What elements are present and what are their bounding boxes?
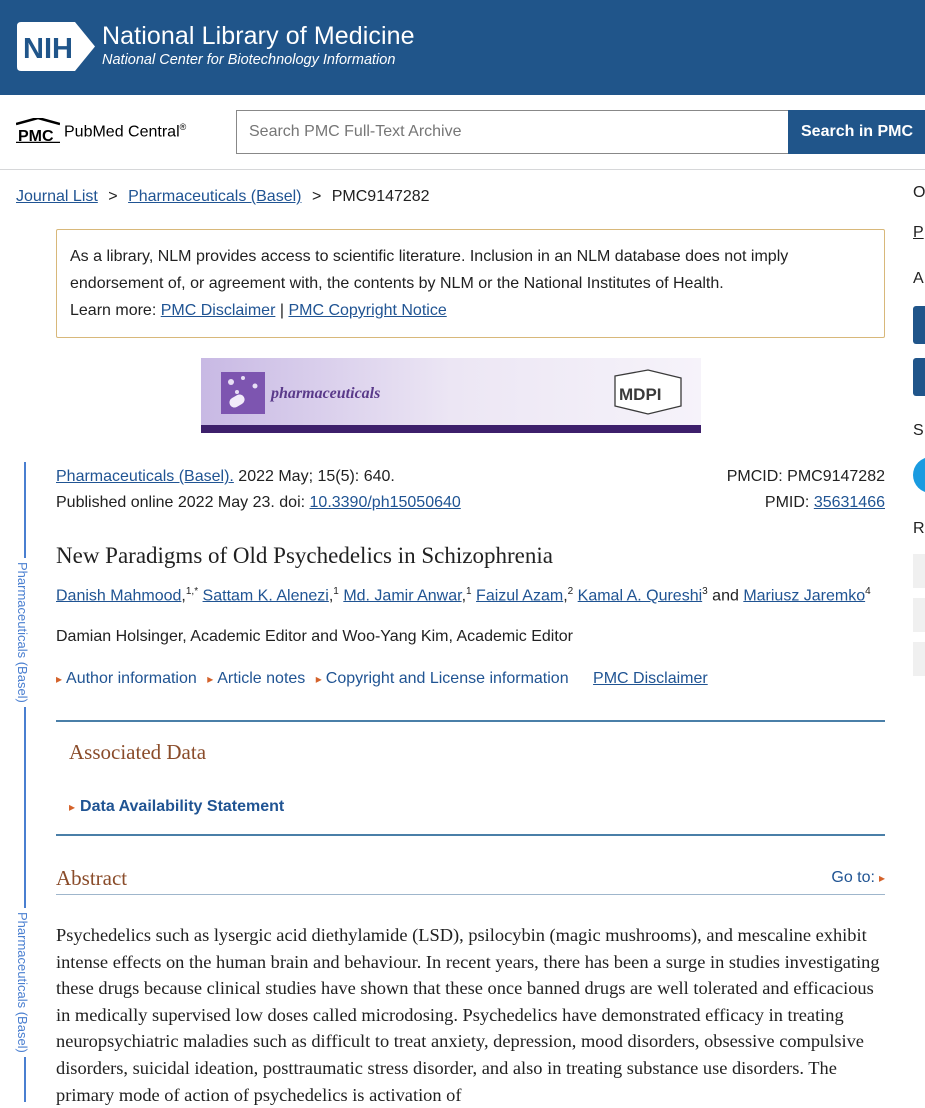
disclaimer-text: As a library, NLM provides access to scientific literature. Inclusion in an NLM database does not imply endorsement of, or agreement with, the contents by NLM or the National Institutes of Health. — [70, 248, 789, 292]
author-list — [56, 586, 871, 605]
article-info-links — [56, 670, 708, 688]
author-link[interactable]: Danish Mahmood — [56, 587, 182, 605]
ncbi-subtitle: National Center for Biotechnology Information — [102, 52, 396, 68]
affiliation-sup: 4 — [865, 586, 871, 597]
triangle-right-icon: ▸ — [207, 672, 214, 686]
triangle-right-icon: ▸ — [69, 800, 76, 814]
pmc-logo[interactable] — [16, 109, 196, 145]
author-link[interactable]: Faizul Azam — [476, 587, 564, 605]
breadcrumb — [16, 188, 430, 206]
breadcrumb-current: PMC9147282 — [331, 188, 430, 205]
pmid-label: PMID: — [764, 494, 810, 511]
sidebar-other-formats-label: O — [913, 184, 925, 201]
affiliation-sup: 2 — [567, 586, 574, 597]
breadcrumb-journal-list[interactable]: Journal List — [16, 188, 98, 205]
author-separator: and — [707, 587, 739, 605]
copyright-license-toggle[interactable]: Copyright and License information — [325, 670, 569, 687]
triangle-right-icon: ▸ — [878, 871, 885, 885]
pmc-copyright-link[interactable]: PMC Copyright Notice — [288, 302, 447, 319]
author-link[interactable]: Mariusz Jaremko — [743, 587, 866, 605]
pharma-pill-icon — [221, 372, 265, 414]
sidebar-resource-item[interactable] — [913, 554, 925, 588]
author-separator: , — [563, 587, 568, 605]
data-availability-label: Data Availability Statement — [80, 798, 285, 815]
side-nav-journal-link[interactable]: Pharmaceuticals (Basel) — [15, 558, 30, 707]
nlm-disclaimer-box — [56, 229, 885, 338]
author-separator: , — [181, 587, 186, 605]
pmc-header — [0, 95, 925, 170]
sidebar-actions-label: A — [913, 270, 924, 287]
mdpi-logo-icon — [615, 370, 681, 414]
share-icon[interactable] — [913, 457, 925, 493]
doi-link[interactable]: 10.3390/ph15050640 — [309, 494, 461, 511]
academic-editors: Damian Holsinger, Academic Editor and Woo-Yang Kim, Academic Editor — [56, 628, 573, 645]
data-availability-toggle[interactable] — [69, 798, 284, 816]
citation-ids — [727, 464, 885, 516]
nlm-title[interactable]: National Library of Medicine — [102, 22, 415, 50]
side-journal-nav — [14, 462, 38, 1102]
article-notes-toggle[interactable]: Article notes — [217, 670, 306, 687]
author-link[interactable]: Md. Jamir Anwar — [343, 587, 462, 605]
pmc-disclaimer-link-2[interactable]: PMC Disclaimer — [593, 670, 708, 687]
associated-data-title: Associated Data — [69, 740, 207, 764]
pmcid: PMCID: PMC9147282 — [726, 468, 885, 485]
affiliation-sup: 1,* — [185, 586, 199, 597]
author-information-toggle[interactable]: Author information — [66, 670, 197, 687]
svg-text:MDPI: MDPI — [619, 385, 662, 404]
author-link[interactable]: Kamal A. Qureshi — [577, 587, 703, 605]
goto-button[interactable] — [831, 869, 885, 887]
affiliation-sup: 1 — [333, 586, 339, 597]
triangle-right-icon: ▸ — [56, 672, 63, 686]
svg-text:PMC: PMC — [18, 128, 54, 143]
breadcrumb-separator: > — [108, 188, 118, 205]
abstract-title: Abstract — [56, 866, 128, 890]
goto-label: Go to: — [831, 869, 875, 886]
nih-banner — [0, 0, 925, 95]
journal-banner[interactable] — [201, 358, 701, 433]
affiliation-sup: 1 — [466, 586, 472, 597]
author-separator: , — [461, 587, 467, 605]
sidebar-pdf-link[interactable]: P — [913, 224, 924, 241]
sidebar-collections-button[interactable] — [913, 358, 925, 396]
author-separator: , — [328, 587, 334, 605]
sidebar-resources-label: R — [913, 520, 925, 537]
pmid-link[interactable]: 35631466 — [813, 494, 885, 511]
right-sidebar — [913, 170, 925, 1101]
issue-details: 2022 May; 15(5): 640. — [238, 468, 395, 485]
triangle-right-icon: ▸ — [315, 672, 322, 686]
pipe-separator: | — [279, 302, 284, 319]
pmc-disclaimer-link[interactable]: PMC Disclaimer — [160, 302, 276, 319]
sidebar-resource-item[interactable] — [913, 598, 925, 632]
associated-data-section — [56, 720, 885, 836]
search-input[interactable] — [236, 110, 789, 154]
affiliation-sup: 3 — [702, 586, 708, 597]
journal-link[interactable]: Pharmaceuticals (Basel). — [56, 468, 234, 485]
sidebar-cite-button[interactable] — [913, 306, 925, 344]
learn-more-label: Learn more: — [70, 302, 157, 319]
sidebar-resource-item[interactable] — [913, 642, 925, 676]
citation-left — [56, 464, 461, 516]
author-link[interactable]: Sattam K. Alenezi — [202, 587, 329, 605]
side-nav-journal-link-2[interactable]: Pharmaceuticals (Basel) — [15, 908, 30, 1057]
abstract-header — [56, 864, 885, 895]
published-online: Published online 2022 May 23. doi: — [56, 494, 306, 511]
pmc-logo-icon — [16, 118, 60, 143]
sidebar-share-label: S — [913, 422, 924, 439]
abstract-text: Psychedelics such as lysergic acid diethylamide (LSD), psilocybin (magic mushrooms), and mescaline exhibit intense effects on the human brain and behaviour. In recent years, there has been a surge in studies investigating these drugs because clinical studies have shown that these once banned drugs are well tolerated and efficacious in medically supervised low doses called microdosing. Psychedelics have demonstrated efficacy in treating neuropsychiatric maladies such as difficult to treat anxiety, depression, mood disorders, obsessive compulsive disorders, suicidal ideation, posttraumatic stress disorder, and also in treating substance use disorders. The primary mode of action of psychedelics is activation of — [56, 925, 880, 1105]
svg-text:NIH: NIH — [23, 33, 73, 65]
nih-logo[interactable] — [17, 22, 95, 71]
search-button[interactable]: Search in PMC — [788, 110, 925, 154]
article-title: New Paradigms of Old Psychedelics in Schizophrenia — [56, 543, 553, 568]
svg-text:pharmaceuticals: pharmaceuticals — [271, 385, 381, 402]
pmc-name: PubMed Central® — [64, 122, 187, 141]
breadcrumb-separator: > — [311, 188, 322, 205]
breadcrumb-journal[interactable]: Pharmaceuticals (Basel) — [128, 188, 302, 205]
